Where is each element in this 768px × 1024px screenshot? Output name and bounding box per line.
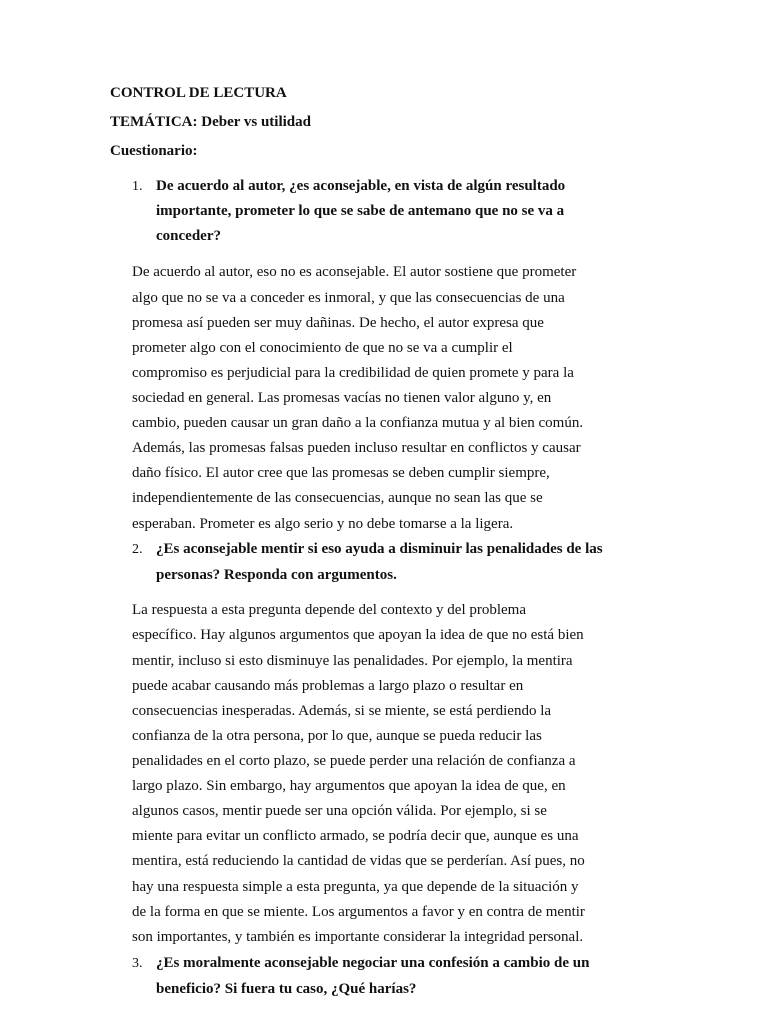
answer-text-line: algo que no se va a conceder es inmoral, y que las consecuencias de una [132, 290, 565, 306]
answer-text-line: esperaban. Prometer es algo serio y no debe tomarse a la ligera. [132, 516, 514, 532]
answer-text-line: De acuerdo al autor, eso no es aconsejable. El autor sostiene que prometer [132, 264, 577, 280]
answer-text-line: específico. Hay algunos argumentos que apoyan la idea de que no está bien [132, 627, 584, 643]
answer-text-line: penalidades en el corto plazo, se puede perder una relación de confianza a [132, 753, 576, 769]
answer-text-line: cambio, pueden causar un gran daño a la confianza mutua y al bien común. [132, 415, 584, 431]
answer-text-line: puede acabar causando más problemas a largo plazo o resultar en [132, 678, 524, 694]
answer-text-line: consecuencias inesperadas. Además, si se miente, se está perdiendo la [132, 703, 552, 719]
answer-text-line: confianza de la otra persona, por lo que, aunque se pueda reducir las [132, 728, 542, 744]
question-text-line: beneficio? Si fuera tu caso, ¿Qué harías? [156, 981, 417, 997]
answer-text-line: mentira, está reduciendo la cantidad de vidas que se perderían. Así pues, no [132, 853, 585, 869]
question-text-line: ¿Es aconsejable mentir si eso ayuda a disminuir las penalidades de las [156, 541, 603, 557]
question-text-line: importante, prometer lo que se sabe de antemano que no se va a [156, 203, 565, 219]
answer-text-line: hay una respuesta simple a esta pregunta, ya que depende de la situación y [132, 879, 579, 895]
answer-text-line: miente para evitar un conflicto armado, se podría decir que, aunque es una [132, 828, 579, 844]
answer-text-line: largo plazo. Sin embargo, hay argumentos que apoyan la idea de que, en [132, 778, 566, 794]
question-text-line: ¿Es moralmente aconsejable negociar una confesión a cambio de un [156, 955, 590, 971]
answer-text-line: de la forma en que se miente. Los argumentos a favor y en contra de mentir [132, 904, 585, 920]
answer-text-line: La respuesta a esta pregunta depende del contexto y del problema [132, 602, 527, 618]
answer-text-line: prometer algo con el conocimiento de que no se va a cumplir el [132, 340, 513, 356]
question-number: 1. [132, 179, 143, 194]
answer-text-line: son importantes, y también es importante considerar la integridad personal. [132, 929, 584, 945]
document-topic: TEMÁTICA: Deber vs utilidad [110, 114, 311, 130]
question-number: 3. [132, 956, 143, 971]
question-text-line: conceder? [156, 228, 221, 244]
answer-text-line: daño físico. El autor cree que las promesas se deben cumplir siempre, [132, 465, 550, 481]
answer-text-line: sociedad en general. Las promesas vacías no tienen valor alguno y, en [132, 390, 552, 406]
section-heading: Cuestionario: [110, 143, 198, 159]
question-text-line: personas? Responda con argumentos. [156, 567, 397, 583]
question-number: 2. [132, 542, 143, 557]
answer-text-line: mentir, incluso si esto disminuye las penalidades. Por ejemplo, la mentira [132, 653, 573, 669]
answer-text-line: Además, las promesas falsas pueden incluso resultar en conflictos y causar [132, 440, 581, 456]
document-title: CONTROL DE LECTURA [110, 85, 287, 101]
answer-text-line: compromiso es perjudicial para la credibilidad de quien promete y para la [132, 365, 574, 381]
answer-text-line: promesa así pueden ser muy dañinas. De hecho, el autor expresa que [132, 315, 544, 331]
question-text-line: De acuerdo al autor, ¿es aconsejable, en vista de algún resultado [156, 178, 566, 194]
answer-text-line: independientemente de las consecuencias, aunque no sean las que se [132, 490, 543, 506]
answer-text-line: algunos casos, mentir puede ser una opción válida. Por ejemplo, si se [132, 803, 547, 819]
